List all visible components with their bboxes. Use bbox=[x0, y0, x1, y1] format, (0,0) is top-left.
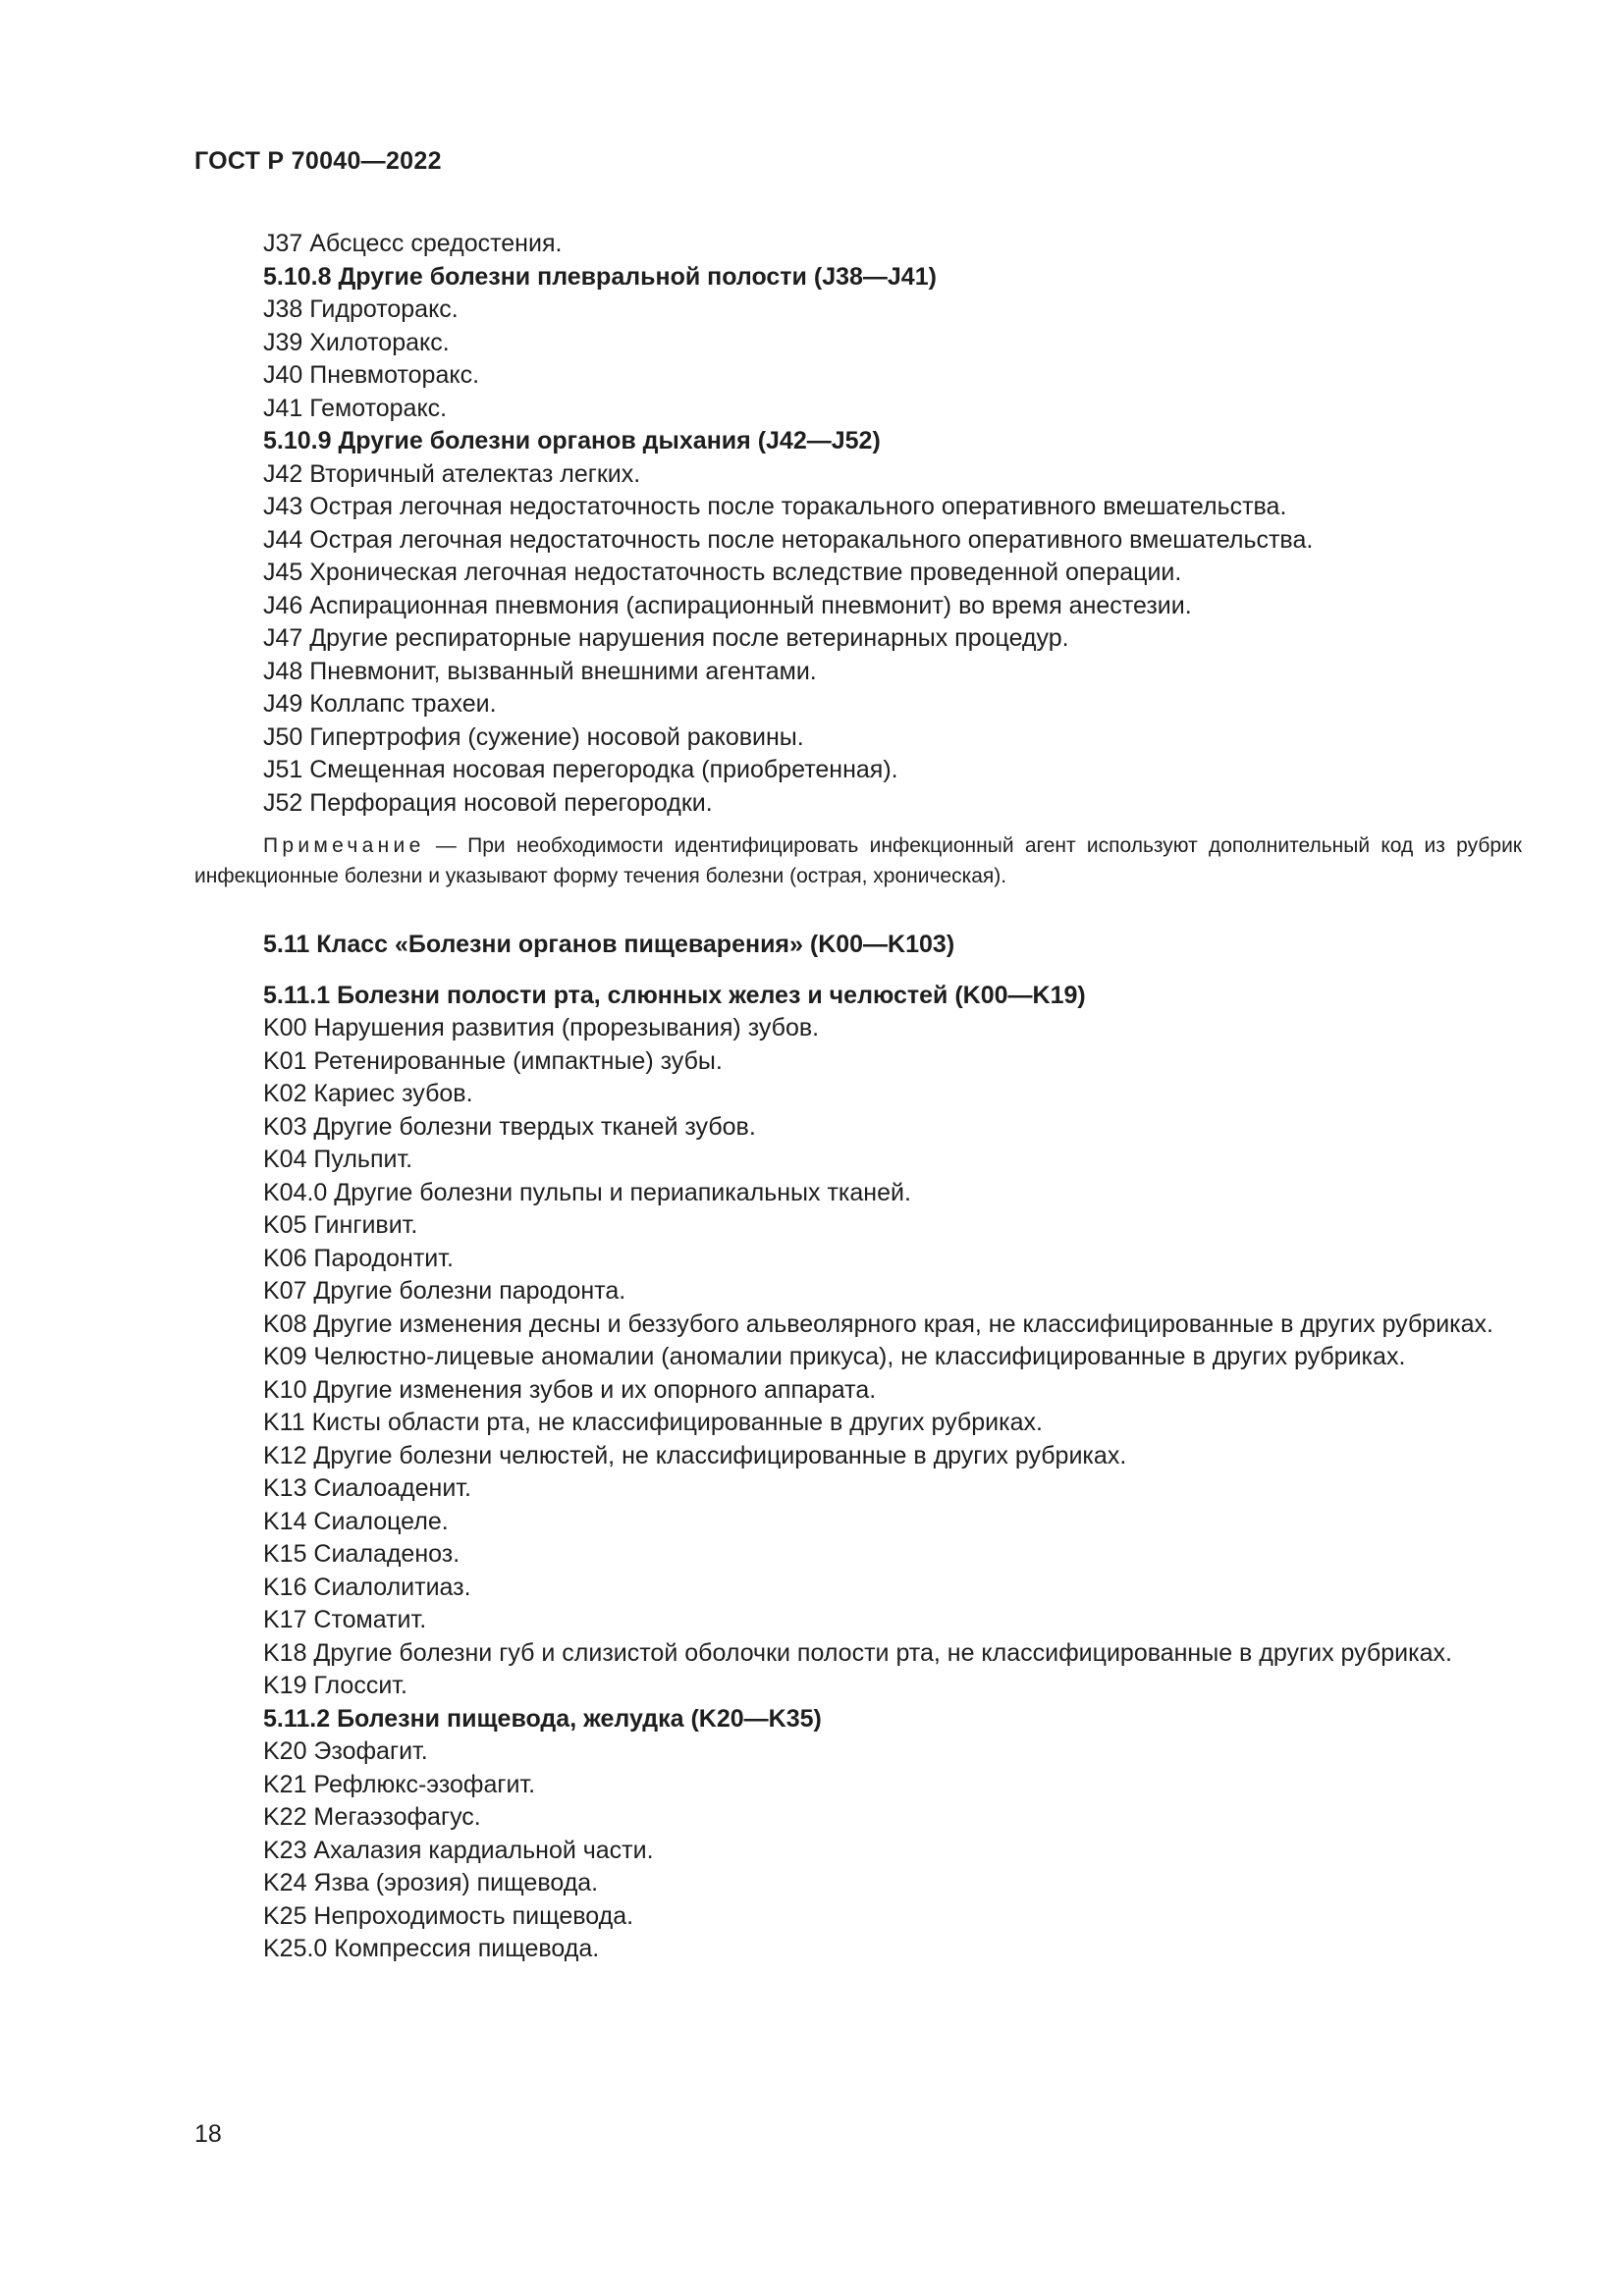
section-heading: 5.11 Класс «Болезни органов пищеварения» (K00—K103) bbox=[263, 931, 955, 958]
list-item: J52 Перфорация носовой перегородки. bbox=[263, 788, 713, 817]
list-item: J46 Аспирационная пневмония (аспирационный пневмонит) во время анестезии. bbox=[263, 591, 1192, 619]
list-item: K17 Стоматит. bbox=[263, 1606, 427, 1633]
list-item: K23 Ахалазия кардиальной части. bbox=[263, 1836, 654, 1864]
list-item: K04 Пульпит. bbox=[263, 1146, 413, 1173]
list-item: K09 Челюстно-лицевые аномалии (аномалии прикуса), не классифицированные в других рубриках. bbox=[263, 1343, 1406, 1370]
list-item: K03 Другие болезни твердых тканей зубов. bbox=[263, 1112, 756, 1141]
list-item: K06 Пародонтит. bbox=[263, 1244, 454, 1272]
list-item: K10 Другие изменения зубов и их опорного аппарата. bbox=[263, 1375, 877, 1404]
list-item: K05 Гингивит. bbox=[263, 1211, 418, 1239]
list-item: K04.0 Другие болезни пульпы и периапикальных тканей. bbox=[263, 1178, 911, 1206]
list-item: J43 Острая легочная недостаточность после торакального оперативного вмешательства. bbox=[263, 493, 1287, 520]
list-item: K02 Кариес зубов. bbox=[263, 1080, 473, 1107]
list-item: J41 Гемоторакс. bbox=[263, 394, 448, 422]
list-item: K25 Непроходимость пищевода. bbox=[263, 1901, 634, 1930]
document-header: ГОСТ Р 70040—2022 bbox=[194, 147, 442, 175]
list-item: K21 Рефлюкс-эзофагит. bbox=[263, 1770, 536, 1798]
list-item: J51 Смещенная носовая перегородка (приобретенная). bbox=[263, 756, 898, 783]
list-item: K14 Сиалоцеле. bbox=[263, 1507, 449, 1535]
list-item: K13 Сиалоаденит. bbox=[263, 1474, 471, 1502]
list-item: J39 Хилоторакс. bbox=[263, 328, 450, 356]
list-item: K19 Глоссит. bbox=[263, 1672, 407, 1699]
subsection-heading: 5.10.9 Другие болезни органов дыхания (J42—J52) bbox=[263, 427, 881, 454]
list-item: K00 Нарушения развития (прорезывания) зубов. bbox=[263, 1014, 820, 1041]
list-item: K12 Другие болезни челюстей, не классифицированные в других рубриках. bbox=[263, 1441, 1127, 1469]
note-text: — При необходимости идентифицировать инфекционный агент используют дополнительный код из рубрик инфекционные болезни и указывают форму течения болезни (острая, хроническая). bbox=[194, 834, 1522, 887]
list-item: J44 Острая легочная недостаточность после неторакального оперативного вмешательства. bbox=[263, 525, 1314, 554]
note-paragraph bbox=[194, 830, 1522, 891]
list-item: K01 Ретенированные (импактные) зубы. bbox=[263, 1046, 723, 1075]
list-item: J45 Хроническая легочная недостаточность вследствие проведенной операции. bbox=[263, 559, 1182, 586]
list-item: J37 Абсцесс средостения. bbox=[263, 230, 563, 257]
list-item: J40 Пневмоторакс. bbox=[263, 361, 480, 389]
list-item: K16 Сиалолитиаз. bbox=[263, 1573, 471, 1601]
list-item: K15 Сиаладеноз. bbox=[263, 1540, 460, 1568]
list-item: K18 Другие болезни губ и слизистой оболочки полости рта, не классифицированные в других рубриках. bbox=[263, 1638, 1452, 1667]
list-item: K24 Язва (эрозия) пищевода. bbox=[263, 1869, 599, 1896]
list-item: K25.0 Компрессия пищевода. bbox=[263, 1935, 600, 1962]
page-content bbox=[194, 228, 1522, 1966]
list-item: J38 Гидроторакс. bbox=[263, 295, 459, 323]
page-number: 18 bbox=[194, 2120, 222, 2148]
list-item: K07 Другие болезни пародонта. bbox=[263, 1277, 626, 1305]
list-item: J47 Другие респираторные нарушения после ветеринарных процедур. bbox=[263, 624, 1069, 652]
list-item: J50 Гипертрофия (сужение) носовой раковины. bbox=[263, 722, 804, 751]
list-item: K20 Эзофагит. bbox=[263, 1737, 428, 1765]
note-label: Примечание bbox=[263, 834, 425, 857]
list-item: J42 Вторичный ателектаз легких. bbox=[263, 459, 641, 488]
list-item: J49 Коллапс трахеи. bbox=[263, 690, 497, 718]
list-item: K22 Мегаэзофагус. bbox=[263, 1803, 481, 1831]
subsection-heading: 5.10.8 Другие болезни плевральной полости (J38—J41) bbox=[263, 262, 937, 291]
subsection-heading: 5.11.1 Болезни полости рта, слюнных желез и челюстей (K00—K19) bbox=[263, 981, 1086, 1009]
subsection-heading: 5.11.2 Болезни пищевода, желудка (K20—K35) bbox=[263, 1704, 822, 1733]
list-item: K08 Другие изменения десны и беззубого альвеолярного края, не классифицированные в других рубриках. bbox=[263, 1309, 1493, 1338]
list-item: J48 Пневмонит, вызванный внешними агентами. bbox=[263, 657, 817, 685]
list-item: K11 Кисты области рта, не классифицированные в других рубриках. bbox=[263, 1409, 1043, 1436]
